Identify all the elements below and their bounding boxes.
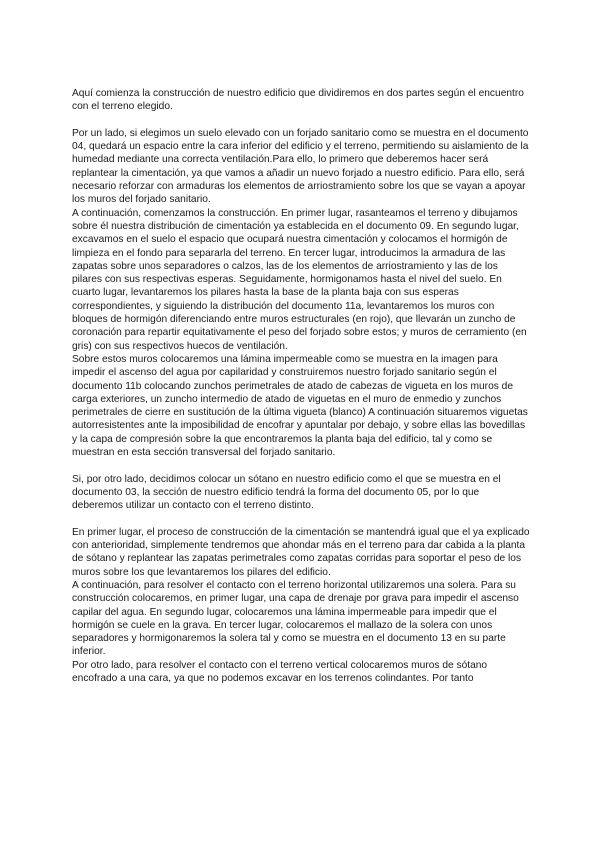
- paragraph-forjado-sanitario: Por un lado, si elegimos un suelo elevado con un forjado sanitario como se muestra en el documento 04, quedará un espacio entre la cara inferior del edificio y el terreno, permitiendo su aislamiento de la humedad mediante una correcta ventilación.Para ello, lo primero que deberemos hacer será replantear la cimentación, ya que vamos a añadir un nuevo forjado a nuestro edificio. Para ello, será necesario reforzar con armaduras los elementos de arriostramiento sobre los que se vayan a apoyar los muros del forjado sanitario.: [72, 127, 529, 206]
- paragraph-construccion-cimentacion: A continuación, comenzamos la construcción. En primer lugar, rasanteamos el terreno y dibujamos sobre él nuestra distribución de cimentación ya establecida en el documento 09. En segundo lugar, excavamos en el suelo el espacio que ocupará nuestra cimentación y colocamos el hormigón de limpieza en el fondo para separarla del terreno. En tercer lugar, introducimos la armadura de las zapatas sobre unos separadores o calzos, las de los elementos de arriostramiento y las de los pilares con sus respectivas esperas. Seguidamente, hormigonamos hasta el nivel del suelo. En cuarto lugar, levantaremos los pilares hasta la base de la planta baja con sus esperas correspondientes, y siguiendo la distribución del documento 11a, levantaremos los muros con bloques de hormigón diferenciando entre muros estructurales (en rojo), que llevarán un zuncho de coronación para repartir equitativamente el peso del forjado sobre estos; y muros de cerramiento (en gris) con sus respectivos huecos de ventilación.: [72, 207, 527, 352]
- paragraph-solera: A continuación, para resolver el contacto con el terreno horizontal utilizaremos una solera. Para su construcción colocaremos, en primer lugar, una capa de drenaje por grava para impedir el ascenso capilar del agua. En segundo lugar, colocaremos una lámina impermeable para impedir que el hormigón se cuele en la grava. En tercer lugar, colocaremos el mallazo de la solera con unos separadores y hormigonaremos la solera tal y como se muestra en el documento 13 en su parte inferior.: [72, 579, 519, 658]
- paragraph-cimentacion-sotano: En primer lugar, el proceso de construcción de la cimentación se mantendrá igual que el ya explicado con anterioridad, simplemente tendremos que ahondar más en el terreno para dar cabida a la planta de sótano y replantear las zapatas perimetrales como zapatas corridas para soportar el peso de los muros sobre los que levantaremos los pilares del edificio.: [72, 526, 530, 578]
- document-page: [72, 87, 530, 685]
- paragraph-intro: Aquí comienza la construcción de nuestro edificio que dividiremos en dos partes según el encuentro con el terreno elegido.: [72, 88, 524, 113]
- paragraph-sotano: Si, por otro lado, decidimos colocar un sótano en nuestro edificio como el que se muestra en el documento 03, la sección de nuestro edificio tendrá la forma del documento 05, por lo que deberemos utilizar un contacto con el terreno distinto.: [72, 473, 501, 512]
- paragraph-lamina-impermeable: Sobre estos muros colocaremos una lámina impermeable como se muestra en la imagen para impedir el ascenso del agua por capilaridad y construiremos nuestro forjado sanitario según el documento 11b colocando zunchos perimetrales de atado de cabezas de vigueta en los muros de carga exteriores, un zuncho intermedio de atado de viguetas en el muro de enmedio y zunchos perimetrales de cierre en sustitución de la última vigueta (blanco) A continuación situaremos viguetas autorresistentes ante la imposibilidad de encofrar y apuntalar por debajo, y sobre ellas las bovedillas y la capa de compresión sobre la que encontraremos la planta baja del edificio, tal y como se muestran en esta sección transversal del forjado sanitario.: [72, 353, 528, 459]
- paragraph-muros-sotano: Por otro lado, para resolver el contacto con el terreno vertical colocaremos muros de sótano encofrado a una cara, ya que no podemos excavar en los terrenos colindantes. Por tanto: [72, 659, 488, 685]
